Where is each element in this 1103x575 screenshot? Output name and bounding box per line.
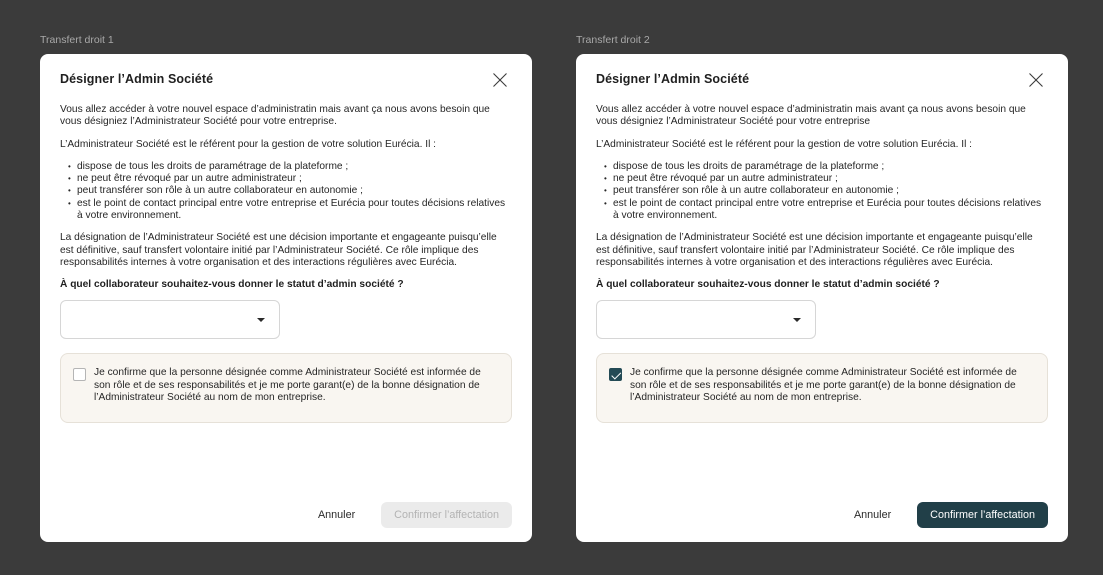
confirmation-box [60,353,512,423]
dialog-footer [854,502,1048,528]
frame-label-1: Transfert droit 1 [40,34,114,46]
list-item: • peut transférer son rôle à un autre collaborateur en autonomie ; [68,185,512,197]
cancel-button[interactable]: Annuler [317,509,356,521]
designation-text: La désignation de l’Administrateur Société est une décision importante et engageante puisqu’elle est définitive, sauf transfert volontaire initié par l’Administrateur Société. Ce rôle implique des responsabilités internes à votre organisation et des interactions régulières avec Eurécia. [60,232,497,268]
collaborator-question: À quel collaborateur souhaitez-vous donner le statut d’admin société ? [60,279,404,291]
referent-text: L’Administrateur Société est le référent pour la gestion de votre solution Eurécia. Il : [596,138,973,150]
close-icon [1026,70,1046,90]
confirm-text: Je confirme que la personne désignée comme Administrateur Société est informée de son rôle et de ses responsabilités et je me porte garant(e) de la bonne désignation de l’Administrateur Société au nom de mon entreprise. [94,367,481,403]
dialog-admin-societe-2 [576,54,1068,542]
list-item: • est le point de contact principal entre votre entreprise et Eurécia pour toutes décisions relatives à votre environnement. [68,198,512,223]
close-button[interactable] [1026,70,1046,90]
close-icon [490,70,510,90]
collaborator-select[interactable] [596,300,816,339]
close-button[interactable] [490,70,510,90]
list-item: • ne peut être révoqué par un autre administrateur ; [604,173,1048,185]
confirm-checkbox[interactable] [609,368,622,381]
list-item: • dispose de tous les droits de paramétrage de la plateforme ; [68,161,512,173]
collaborator-question: À quel collaborateur souhaitez-vous donner le statut d’admin société ? [596,279,940,291]
confirm-assignment-button[interactable]: Confirmer l’affectation [381,502,512,528]
confirm-checkbox[interactable] [73,368,86,381]
collaborator-select[interactable] [60,300,280,339]
dialog-title: Désigner l’Admin Société [60,72,214,86]
responsibility-list [68,161,512,222]
cancel-button[interactable]: Annuler [853,509,892,521]
dialog-admin-societe-1 [40,54,532,542]
responsibility-list [604,161,1048,222]
caret-down-icon [257,318,265,322]
dialog-title: Désigner l’Admin Société [596,72,750,86]
intro-text: Vous allez accéder à votre nouvel espace d’administratin mais avant ça nous avons besoin que vous désigniez l’Administrateur Société pour votre entreprise [596,104,1026,128]
confirm-assignment-button[interactable]: Confirmer l’affectation [917,502,1048,528]
confirm-text: Je confirme que la personne désignée comme Administrateur Société est informée de son rôle et de ses responsabilités et je me porte garant(e) de la bonne désignation de l’Administrateur Société au nom de mon entreprise. [630,367,1017,403]
frame-label-2: Transfert droit 2 [576,34,650,46]
intro-text: Vous allez accéder à votre nouvel espace d’administratin mais avant ça nous avons besoin que vous désigniez l’Administrateur Société pour votre entreprise. [60,104,490,128]
list-item: • dispose de tous les droits de paramétrage de la plateforme ; [604,161,1048,173]
caret-down-icon [793,318,801,322]
dialog-footer [318,502,512,528]
list-item: • est le point de contact principal entre votre entreprise et Eurécia pour toutes décisions relatives à votre environnement. [604,198,1048,223]
list-item: • ne peut être révoqué par un autre administrateur ; [68,173,512,185]
referent-text: L’Administrateur Société est le référent pour la gestion de votre solution Eurécia. Il : [60,138,437,150]
list-item: • peut transférer son rôle à un autre collaborateur en autonomie ; [604,185,1048,197]
designation-text: La désignation de l’Administrateur Société est une décision importante et engageante puisqu’elle est définitive, sauf transfert volontaire initié par l’Administrateur Société. Ce rôle implique des responsabilités internes à votre organisation et des interactions régulières avec Eurécia. [596,232,1033,268]
confirmation-box [596,353,1048,423]
